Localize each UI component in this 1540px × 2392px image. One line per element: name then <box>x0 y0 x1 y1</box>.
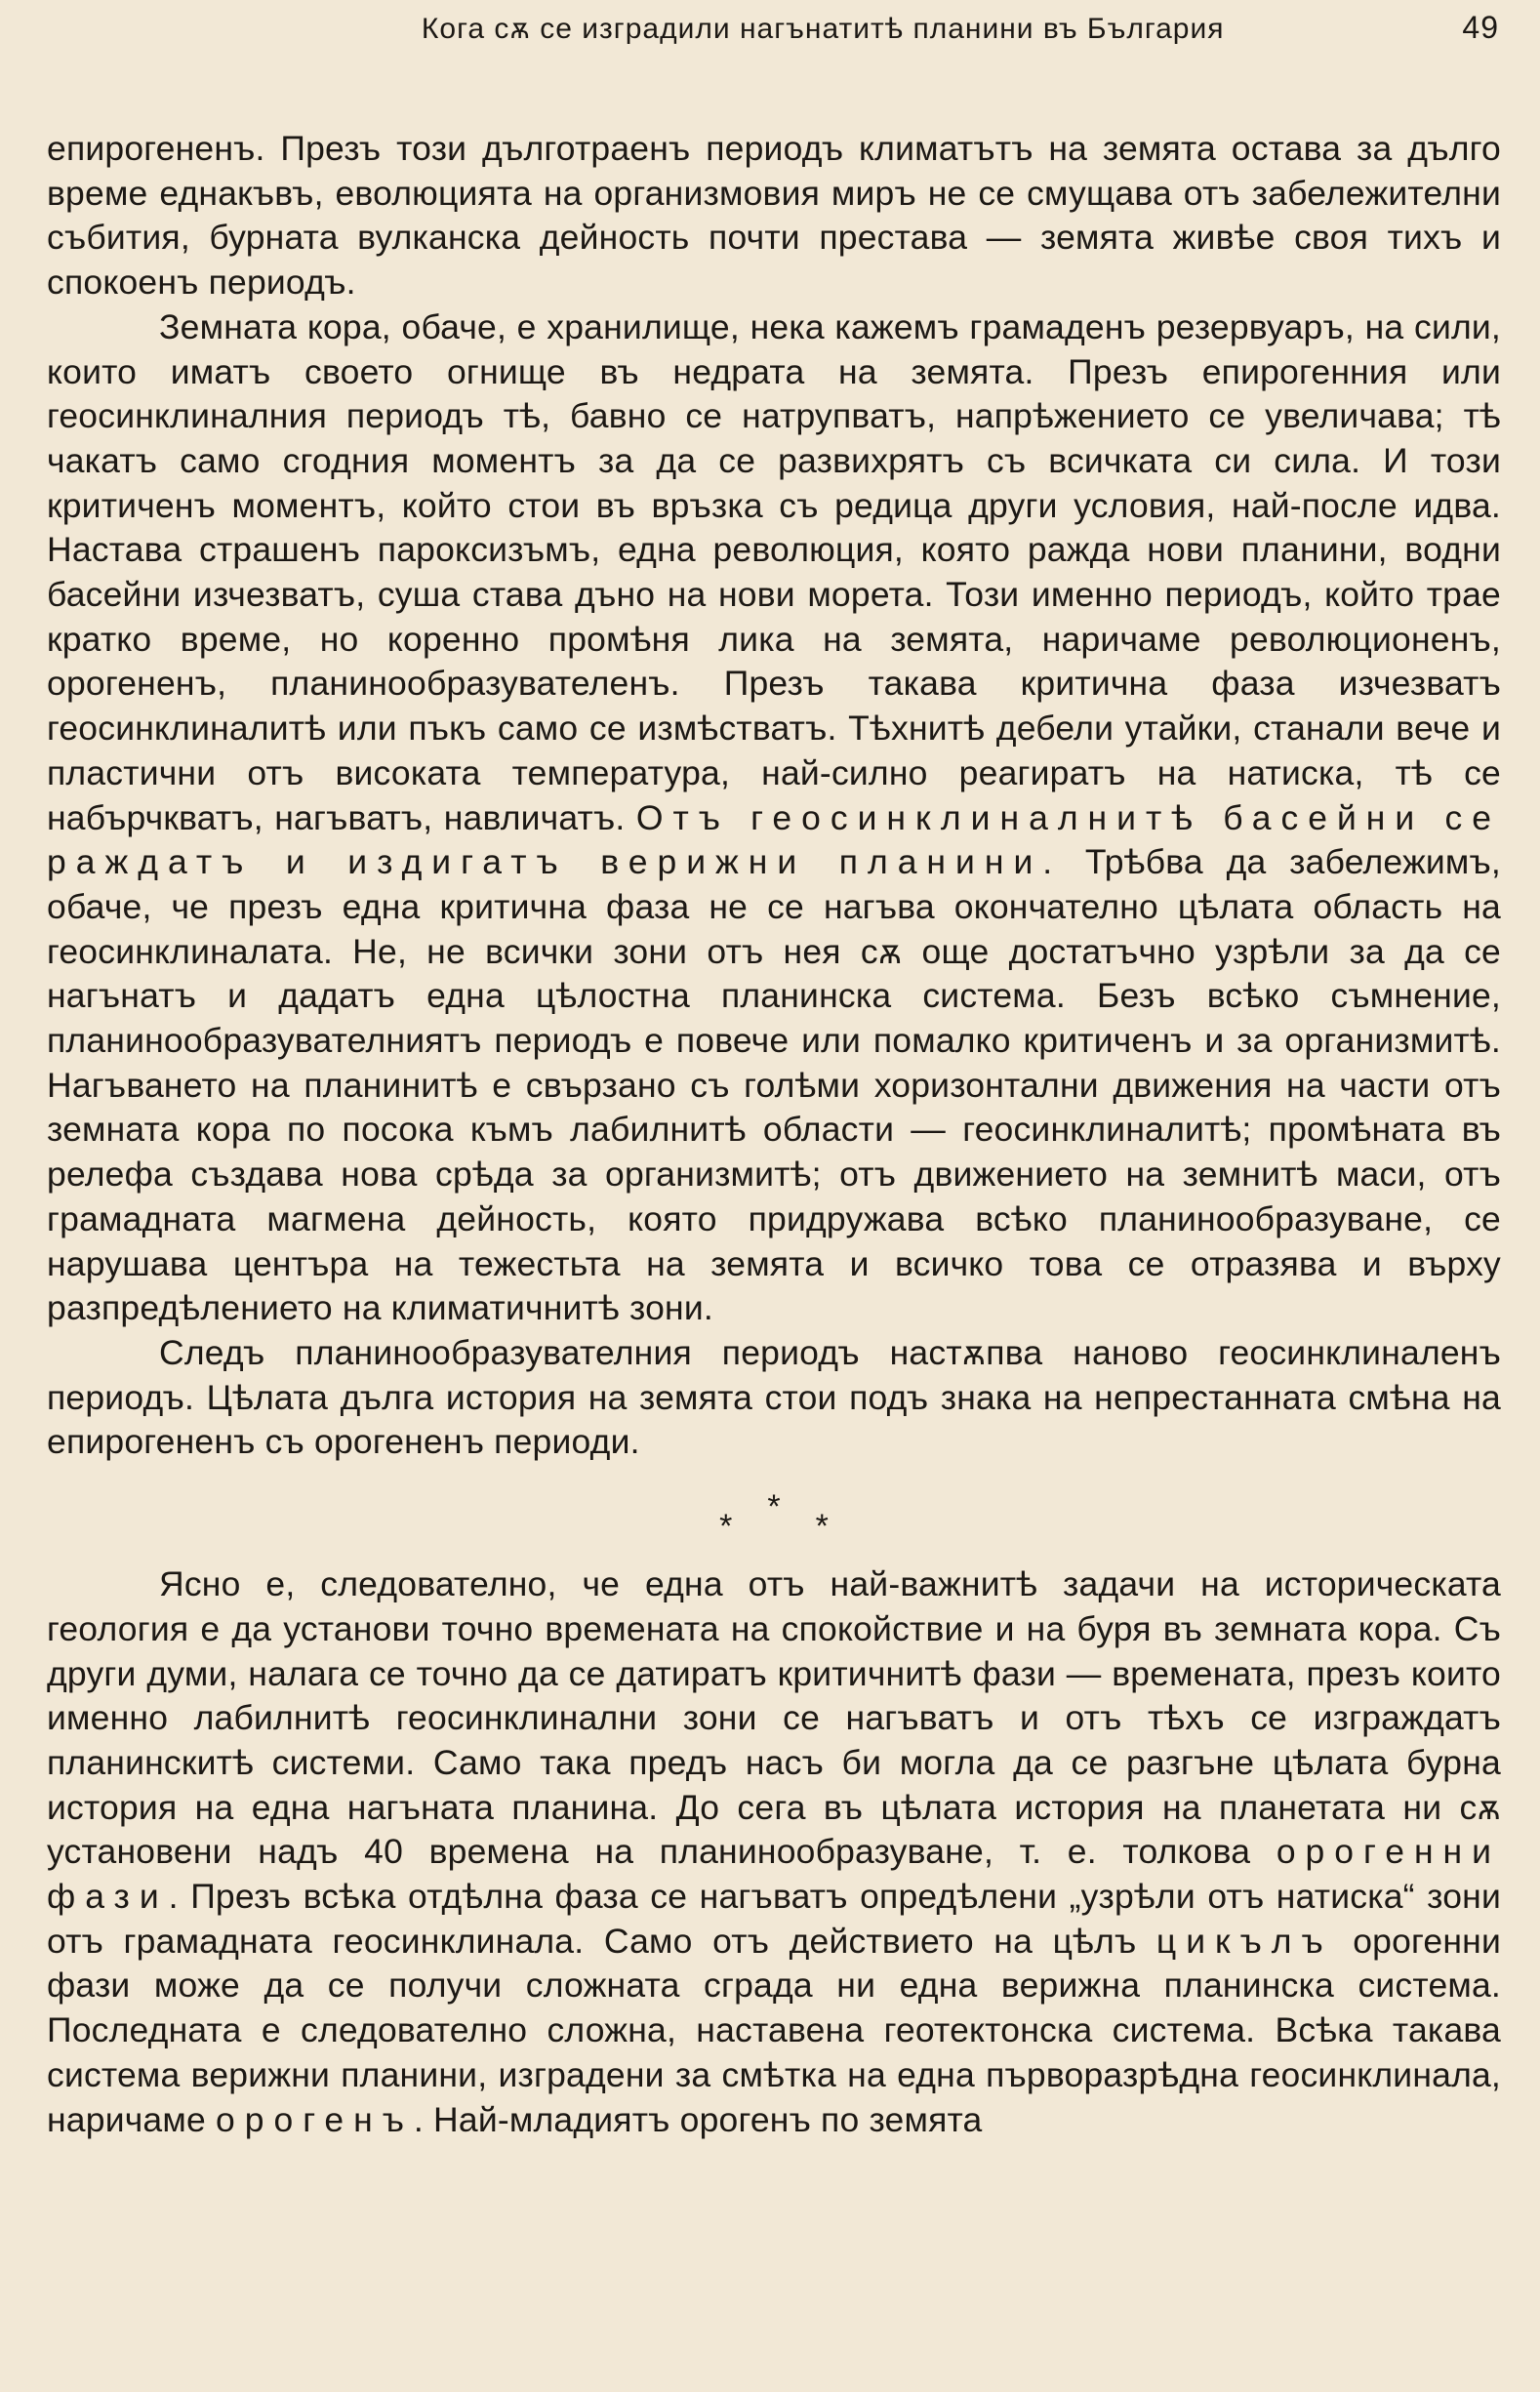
separator-star: * <box>767 1488 781 1526</box>
spaced-emphasis-text: орогенни фази <box>47 1832 1501 1917</box>
text-segment: Следъ планинообразувателния периодъ настѫпва наново геосинклиналенъ периодъ. Цѣлата дълга история на земята стои подъ знака на непрестанната смѣна на епирогененъ съ орогененъ периоди. <box>47 1332 1501 1462</box>
text-segment: Ясно е, следователно, че една отъ най-важнитѣ задачи на историческата геология е да установи точно времената на спокойствие и на буря въ земната кора. Съ други думи, налага се точно да се датиратъ критичнитѣ фази — времената, презъ които именно лабилнитѣ геосинклинални зони се нагъватъ и отъ тѣхъ се изграждатъ планинскитѣ системи. Само така предъ насъ би могла да се разгъне цѣлата бурна история на една нагъната планина. До сега въ цѣлата история на планетата ни сѫ установени надъ 40 времена на планинообразуване, т. е. толкова <box>47 1564 1501 1872</box>
text-segment: . Презъ всѣка отдѣлна фаза се нагъватъ опредѣлени „узрѣли отъ натиска“ зони отъ грамадната геосинклинала. Само отъ действието на цѣлъ <box>47 1877 1501 1961</box>
text-segment: . Най-младиятъ орогенъ по земята <box>413 2099 983 2139</box>
separator-star: * <box>815 1508 829 1546</box>
paragraph <box>47 127 1501 305</box>
text-segment: епирогененъ. Презъ този дълготраенъ периодъ климатътъ на земята остава за дълго време еднакъвъ, еволюцията на организмовия миръ не се смущава отъ забележителни събития, бурната вулканска дейность почти престава — земята живѣе своя тихъ и спокоенъ периодъ. <box>47 129 1501 303</box>
running-title: Кога сѫ се изградили нагънатитѣ планини въ България <box>421 13 1225 45</box>
paragraph <box>47 1331 1501 1465</box>
spaced-emphasis-text: цикълъ <box>1155 1921 1333 1961</box>
running-header <box>47 10 1501 59</box>
page-body <box>47 127 1501 2142</box>
paragraph <box>47 305 1501 1331</box>
section-separator <box>47 1465 1501 1562</box>
separator-star: * <box>719 1508 733 1546</box>
text-segment: орогенни фази може да се получи сложната сграда ни една верижна планинска система. Последната е следователно сложна, наставена геотектонска система. Всѣка такава система верижни планини, изградени за смѣтка на една първоразрѣдна геосинклинала, наричаме <box>47 1921 1501 2139</box>
paragraph <box>47 1562 1501 2142</box>
page-number: 49 <box>1462 10 1499 45</box>
text-segment: Трѣбва да забележимъ, обаче, че презъ една критична фаза не се нагъва окончателно цѣлата область на геосинклиналата. Не, не всички зони отъ нея сѫ още достатъчно узрѣли за да се нагънатъ и дадатъ една цѣлостна планинска система. Безъ всѣко съмнение, планинообразувателниятъ периодъ е повече или помалко критиченъ и за организмитѣ. Нагъването на планинитѣ е свързано съ голѣми хоризонтални движения на части отъ земната кора по посока къмъ лабилнитѣ области — геосинклиналитѣ; промѣната въ релефа създава нова срѣда за организмитѣ; отъ движението на земнитѣ маси, отъ грамадната магмена дейность, която придружава всѣко планинообразуване, се нарушава центъра на тежестьта на земята и всичко това се отразява и върху разпредѣлението на климатичнитѣ зони. <box>47 842 1501 1328</box>
text-segment: Земната кора, обаче, е хранилище, нека кажемъ грамаденъ резервуаръ, на сили, които иматъ своето огнище въ недрата на земята. Презъ епирогенния или геосинклиналния периодъ тѣ, бавно се натрупватъ, напрѣжението се увеличава; тѣ чакатъ само сгодния моментъ за да се развихрятъ съ всичката си сила. И този критиченъ моментъ, който стои въ връзка съ редица други условия, най-после идва. Настава страшенъ пароксизъмъ, една революция, която ражда нови планини, водни басейни изчезватъ, суша става дъно на нови морета. Този именно периодъ, който трае кратко време, но коренно промѣня лика на земята, наричаме революционенъ, орогененъ, планинообразувателенъ. Презъ такава критична фаза изчезватъ геосинклиналитѣ или пъкъ само се измѣстватъ. Тѣхнитѣ дебели утайки, станали вече и пластични отъ високата температура, най-силно реагиратъ на натиска, тѣ се набърчкватъ, нагъватъ, навличатъ. <box>47 306 1501 837</box>
spaced-emphasis-text: Отъ геосинклиналнитѣ басейни се раждатъ и издигатъ верижни планини. <box>47 797 1501 882</box>
spaced-emphasis-text: орогенъ <box>215 2099 414 2139</box>
